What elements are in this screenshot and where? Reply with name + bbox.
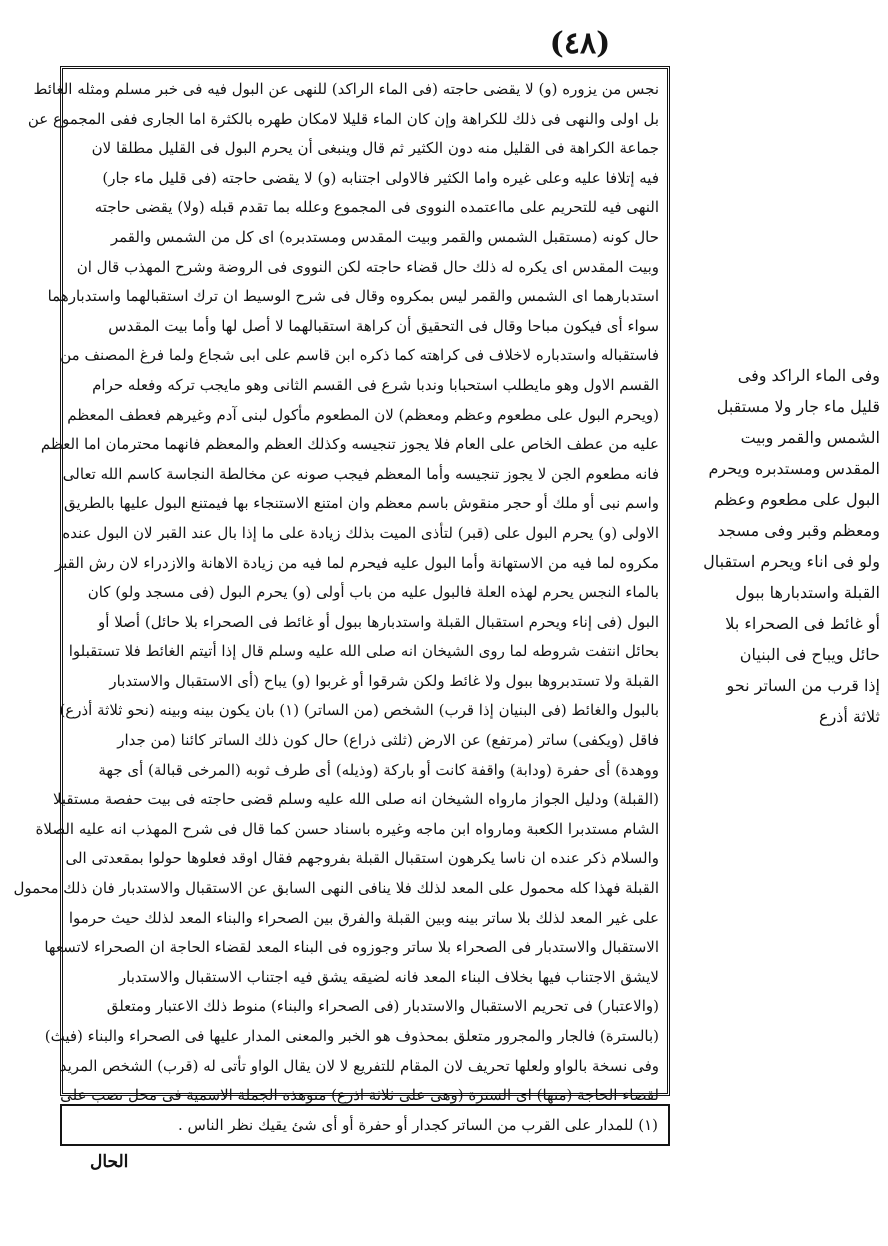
main-text-line: فاستقباله واستدباره لاخلاف فى كراهته كما ذكره ابن قاسم على ابى شجاع ولما فرغ المصنف من	[60, 346, 659, 365]
main-text-line: واسم نبى أو ملك أو حجر منقوش باسم معظم وان امتنع الاستنجاء بها فيمتنع البول عليها بالطريق	[63, 494, 659, 513]
page-number: (٤٨)	[549, 26, 611, 61]
main-text-line: فيه إتلافا عليه وعلى غيره واما الكثير فالاولى اجتنابه (و) لا يقضى حاجته (فى قليل ماء جار)	[102, 168, 659, 187]
main-text-line: (بالسترة) فالجار والمجرور متعلق بمحذوف هو الخبر والمعنى المدار عليها فى الصحراء والبناء (فيث)	[44, 1027, 659, 1045]
main-text-line: بالماء النجس يحرم لهذه العلة فالبول عليه من باب أولى (و) يحرم البول (فى مسجد ولو) كان	[87, 583, 659, 602]
margin-text-line: حائل ويباح فى البنيان	[739, 645, 880, 664]
main-text-line: فانه مطعوم الجن لا يجوز تنجيسه وأما المعظم فيجب صونه عن مخالطة النجاسة كاسم الله تعالى	[62, 464, 659, 483]
main-text-line: القبلة فهذا كله محمول على المعد لذلك فلا ينافى النهى السابق عن الاستقبال والاستدبار فان ذلك محمول	[13, 879, 659, 898]
footnote: (١) للمدار على القرب من الساتر كجدار أو حفرة أو أى شئ يقيك نظر الناس .	[60, 1104, 670, 1146]
main-text-line: (القبلة) ودليل الجواز مارواه الشيخان انه صلى الله عليه وسلم قضى حاجته فى بيت حفصة مستقبلا	[52, 790, 659, 809]
main-text-line: وبيت المقدس اى يكره له ذلك حال قضاء حاجته لكن النووى فى الروضة وشرح المهذب قال ان	[76, 257, 659, 276]
main-text-line: (ويحرم البول على مطعوم وعظم ومعظم) لان المطعوم مأكول لبنى آدم وغيرهم فعطف المعظم	[67, 405, 659, 424]
main-text-frame	[13, 66, 670, 1105]
main-text-line: حال كونه (مستقبل الشمس والقمر وبيت المقدس ومستدبره) اى كل من الشمس والقمر	[110, 227, 659, 246]
margin-text-line: المقدس ومستدبره ويحرم	[708, 459, 880, 478]
main-text-line: فاقل (ويكفى) ساتر (مرتفع) عن الارض (ثلثى ذراع) حال كون ذلك الساتر كائنا (من جدار	[117, 731, 659, 750]
main-text-line: النهى فيه للتحريم على مااعتمده النووى فى المجموع وعلله بما تقدم قبله (ولا) يقضى حاجته	[94, 198, 659, 217]
commentary-text	[13, 75, 659, 1105]
main-text-line: القسم الاول وهو مايطلب استحبابا وندبا شرع فى القسم الثانى وهو مايجب تركه وفعله حرام	[92, 375, 659, 394]
margin-text-line: البول على مطعوم وعظم	[713, 490, 880, 509]
main-text-line: بحائل انتفت شروطه لما روى الشيخان انه صلى الله عليه وسلم قال إذا أتيتم الغائط فلا تستقبلوا	[68, 642, 659, 661]
margin-text-line: ولو فى اناء ويحرم استقبال	[703, 552, 880, 571]
margin-text-line: إذا قرب من الساتر نحو	[726, 676, 880, 695]
main-text-line: والسلام ذكر عنده ان ناسا يكرهون استقبال القبلة بفروجهم فقال اوقد فعلوها حولوا بمقعدتى الى	[65, 849, 659, 868]
main-text-line: (والاعتبار) فى تحريم الاستقبال والاستدبار (فى الصحراء والبناء) منوط ذلك الاعتبار ومتعلق	[106, 997, 659, 1016]
main-text-line: الاستقبال والاستدبار فى الصحراء بلا ساتر وجوزوه فى البناء المعد لقضاء الحاجة ان الصحراء لاتسعها	[44, 938, 659, 957]
main-text-line: بالبول والغائط (فى البنيان إذا قرب) الشخص (من الساتر) (١) بان يكون بينه وبينه (نحو ثلاثة أذرع)	[59, 701, 659, 720]
main-text-line: بل اولى والنهى فى ذلك للكراهة وإن كان الماء قليلا لامكان طهره بالكثرة اما الجارى ففى المجموع عن	[27, 109, 659, 128]
main-text-line: القبلة ولا تستدبروها ببول ولا غائط ولكن شرقوا أو غربوا (و) يباح (أى الاستقبال والاستدبار	[109, 671, 659, 690]
main-text-line: سواء أى فيكون مباحا وقال فى التحقيق أن كراهة استقبالهما لا أصل لها وأما بيت المقدس	[108, 316, 659, 335]
margin-text-line: أو غائط فى الصحراء بلا	[725, 614, 880, 633]
margin-matn-text	[680, 360, 880, 732]
main-text-line: نجس من يزوره (و) لا يقضى حاجته (فى الماء الراكد) للنهى عن البول فيه فى خبر مسلم ومثله الغائط	[33, 80, 659, 98]
main-text-line: مكروه لما فيه من الاستهانة وأما البول عليه فيحرم لما فيه من زيادة الاهانة والازدراء لان رش القبر	[54, 553, 659, 572]
margin-text-line: قليل ماء جار ولا مستقبل	[716, 397, 880, 416]
main-text-line: البول (فى إناء ويحرم استقبال القبلة واستدبارها ببول أو غائط فى الصحراء بلا حائل) أصلا أو	[98, 612, 659, 631]
catchword: الحال	[90, 1152, 129, 1172]
margin-text-line: القبلة واستدبارها ببول	[735, 583, 880, 602]
main-text-line: جماعة الكراهة فى القليل منه دون الكثير ثم قال وينبغى أن يحرم البول فى القليل مطلقا لان	[91, 139, 659, 158]
main-text-line: لايشق الاجتناب فيها بخلاف البناء المعد فانه لضيقه يشق فيه اجتناب الاستقبال والاستدبار	[118, 967, 659, 986]
main-text-line: ووهدة) أى حفرة (ودابة) واقفة كانت أو باركة (وذيله) أى طرف ثوبه (المرخى قبالة) أى جهة	[98, 760, 659, 779]
main-text-line: لقضاء الحاجة (منها) اى السترة (وهى على ثلاثة اذرع) منوهذه الجملة الاسمية فى محل نصب على	[60, 1086, 659, 1105]
margin-text-line: ومعظم وقبر وفى مسجد	[717, 521, 880, 540]
margin-text-line: ثلاثة أذرع	[819, 707, 880, 726]
main-text-line: استدبارهما اى الشمس والقمر ليس بمكروه وقال فى شرح الوسيط ان ترك استقبالهما واستدبارهما	[47, 287, 659, 306]
main-text-line: الاولى (و) يحرم البول على (قبر) لتأذى الميت بذلك زيادة على ما إذا بال عند القبر لان البول عنده	[62, 523, 659, 542]
margin-text-line: وفى الماء الراكد وفى	[737, 366, 880, 385]
margin-text-line: الشمس والقمر وبيت	[740, 428, 880, 447]
main-text-line: الشام مستدبرا الكعبة ومارواه ابن ماجه وغيره باسناد حسن كما قال فى شرح المهذب انه عليه الصلاة	[35, 819, 659, 838]
main-text-line: عليه من عطف الخاص على العام فلا يجوز تنجيسه وكذلك العظم والمعظم فانهما محترمان اما العظم	[40, 435, 659, 454]
main-text-line: وفى نسخة بالواو ولعلها تحريف لان المقام للتفريع لا لان يقال الواو تأتى له (قرب) الشخص المريد	[59, 1056, 659, 1075]
main-text-line: على غير المعد لذلك بلا ساتر بينه وبين القبلة والفرق بين الصحراء والبناء المعد لذلك حيث حرموا	[68, 908, 659, 927]
